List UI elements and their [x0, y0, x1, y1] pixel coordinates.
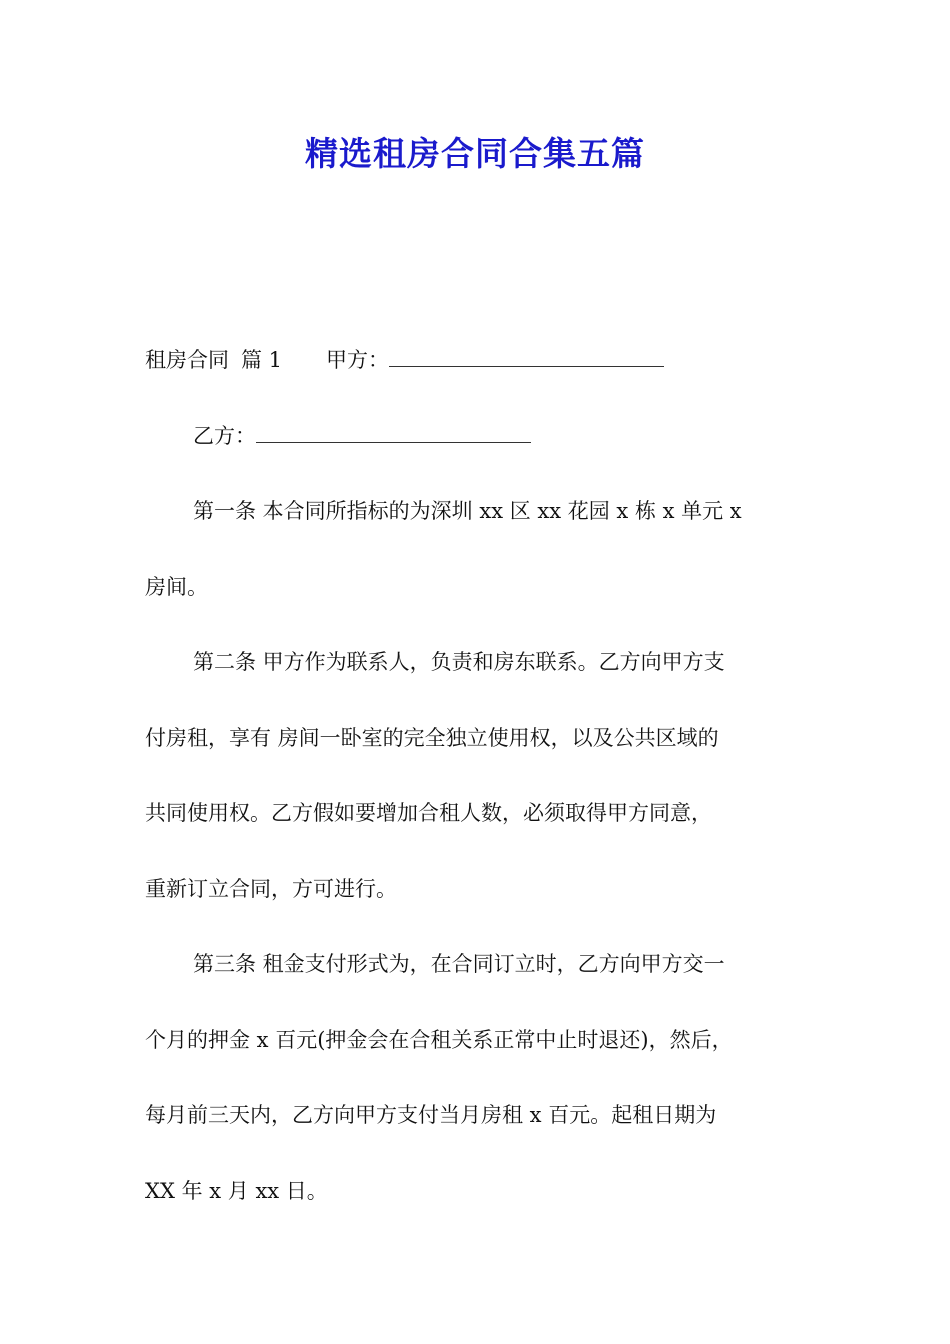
- article-line: XX 年 x 月 xx 日。: [145, 1178, 328, 1203]
- document-body: [145, 342, 813, 1248]
- article-line: 重新订立合同，方可进行。: [145, 876, 397, 901]
- party-a-label: 甲方：: [326, 348, 390, 372]
- header-line: [145, 342, 813, 379]
- article-line: 第三条 租金支付形式为，在合同订立时，乙方向甲方交一: [193, 952, 725, 976]
- document-title: 精选租房合同合集五篇: [305, 134, 645, 173]
- contract-section-label: 租房合同: [145, 348, 229, 372]
- article-3: [145, 946, 813, 1210]
- article-line: 第二条 甲方作为联系人，负责和房东联系。乙方向甲方支: [193, 650, 725, 674]
- article-line: 第一条 本合同所指标的为深圳 xx 区 xx 花园 x 栋 x 单元 x: [193, 499, 742, 523]
- contract-part-label: 篇 1: [241, 348, 283, 372]
- party-b-blank-line: [256, 418, 531, 443]
- party-a-blank-line: [389, 342, 664, 367]
- article-1: [145, 493, 813, 606]
- article-line: 房间。: [145, 574, 208, 599]
- article-line: 付房租，享有 房间一卧室的完全独立使用权，以及公共区域的: [145, 725, 719, 750]
- party-b-label: 乙方：: [193, 423, 256, 448]
- party-b-line: [145, 418, 813, 455]
- article-line: 共同使用权。乙方假如要增加合租人数，必须取得甲方同意，: [145, 801, 712, 825]
- article-line: 个月的押金 x 百元(押金会在合租关系正常中止时退还)，然后，: [145, 1027, 733, 1052]
- article-line: 每月前三天内，乙方向甲方支付当月房租 x 百元。起租日期为: [145, 1103, 717, 1127]
- article-2: [145, 644, 813, 908]
